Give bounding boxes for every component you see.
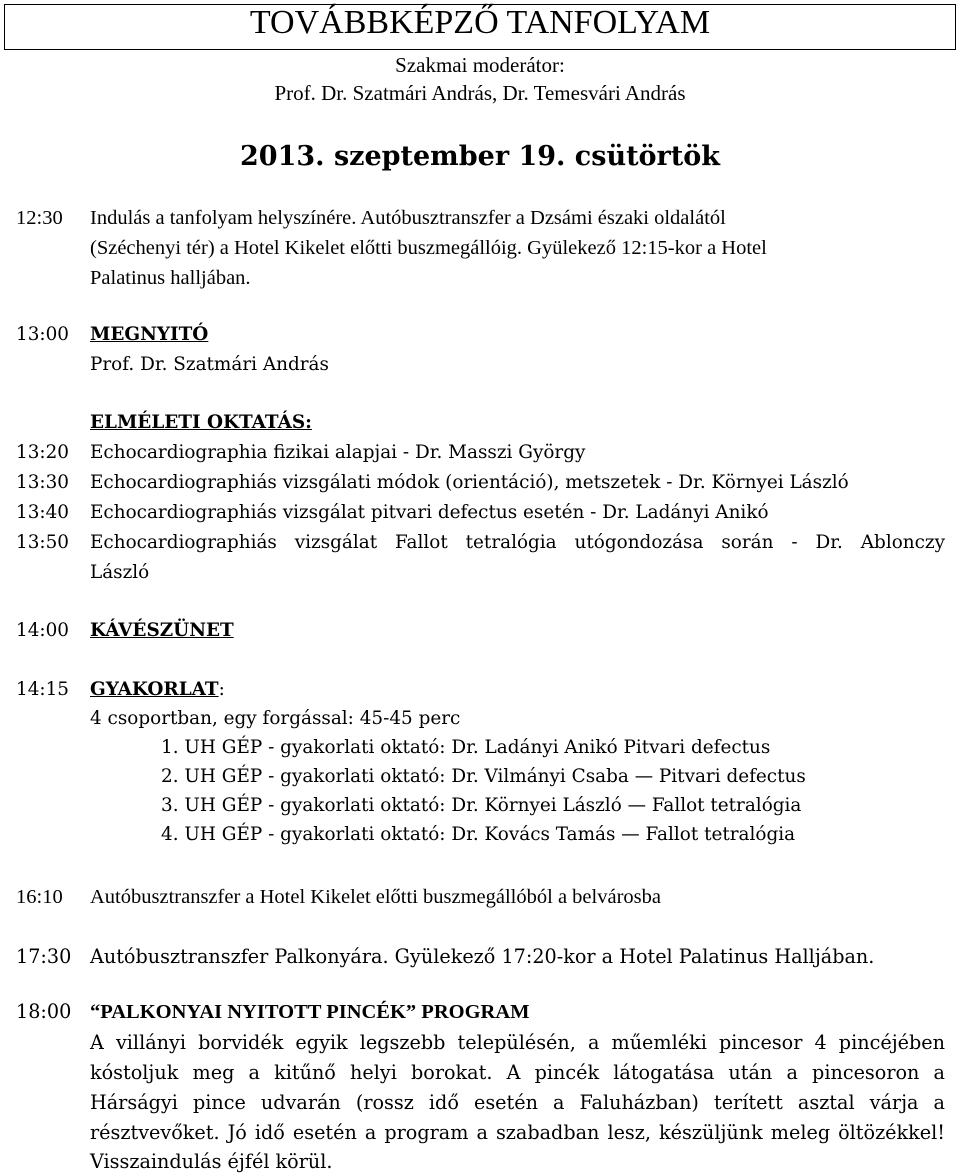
moderator-names: Prof. Dr. Szatmári András, Dr. Temesvári András bbox=[274, 81, 686, 105]
time-departure: 12:30 bbox=[16, 207, 63, 229]
time-theory-3: 13:40 bbox=[16, 502, 69, 523]
theory-item-4-continuation: László bbox=[90, 562, 150, 583]
departure-line-2: (Széchenyi tér) a Hotel Kikelet előtti buszmegállóig. Gyülekező 12:15-kor a Hotel bbox=[90, 237, 767, 259]
time-practice: 14:15 bbox=[16, 679, 69, 700]
departure-line-3: Palatinus halljában. bbox=[90, 267, 251, 289]
time-theory-4: 13:50 bbox=[16, 532, 69, 553]
practice-title: GYAKORLAT bbox=[90, 679, 219, 700]
practice-station-1: 1. UH GÉP - gyakorlati oktató: Dr. Ladányi Anikó Pitvari defectus bbox=[161, 737, 771, 758]
practice-station-2: 2. UH GÉP - gyakorlati oktató: Dr. Vilmányi Csaba — Pitvari defectus bbox=[161, 766, 806, 787]
wine-program-last-line: Visszaindulás éjfél körül. bbox=[90, 1150, 333, 1173]
practice-station-4: 4. UH GÉP - gyakorlati oktató: Dr. Kovács Tamás — Fallot tetralógia bbox=[161, 824, 796, 845]
theory-item-3: Echocardiographiás vizsgálat pitvari defectus esetén - Dr. Ladányi Anikó bbox=[90, 502, 769, 523]
practice-station-3: 3. UH GÉP - gyakorlati oktató: Dr. Környei László — Fallot tetralógia bbox=[161, 795, 802, 816]
moderator-label: Szakmai moderátor: bbox=[395, 53, 565, 77]
theory-item-4: Echocardiographiás vizsgálat Fallot tetralógia utógondozása során - Dr. Ablonczy bbox=[90, 532, 945, 553]
departure-line-1: Indulás a tanfolyam helyszínére. Autóbusztranszfer a Dzsámi északi oldalától bbox=[90, 207, 726, 229]
practice-title-colon: : bbox=[218, 679, 225, 700]
wine-program-line-2: kóstoljuk meg a kitűnő helyi borokat. A pincék látogatása után a pincesoron a bbox=[90, 1061, 945, 1084]
transfer-city-text: Autóbusztranszfer a Hotel Kikelet előtti buszmegállóból a belvárosba bbox=[90, 886, 661, 908]
transfer-palkonya-text: Autóbusztranszfer Palkonyára. Gyülekező 17:20-kor a Hotel Palatinus Halljában. bbox=[90, 945, 875, 968]
time-transfer-city: 16:10 bbox=[16, 886, 63, 908]
page-title: TOVÁBBKÉPZŐ TANFOLYAM bbox=[249, 4, 711, 41]
time-wine-program: 18:00 bbox=[16, 1000, 72, 1023]
theory-item-1: Echocardiographia fizikai alapjai - Dr. Masszi György bbox=[90, 442, 586, 463]
theory-heading: ELMÉLETI OKTATÁS: bbox=[90, 412, 312, 433]
practice-groups-intro: 4 csoportban, egy forgással: 45-45 perc bbox=[90, 708, 461, 729]
time-opening: 13:00 bbox=[16, 324, 69, 345]
theory-item-2: Echocardiographiás vizsgálati módok (orientáció), metszetek - Dr. Környei László bbox=[90, 472, 849, 493]
opening-title: MEGNYITÓ bbox=[90, 324, 209, 345]
practice-heading bbox=[90, 677, 225, 703]
wine-program-title: “PALKONYAI NYITOTT PINCÉK” PROGRAM bbox=[90, 1001, 530, 1023]
time-theory-1: 13:20 bbox=[16, 442, 69, 463]
time-coffee: 14:00 bbox=[16, 620, 69, 641]
wine-program-line-1: A villányi borvidék egyik legszebb településén, a műemléki pincesor 4 pincéjében bbox=[90, 1031, 945, 1054]
coffee-break-title: KÁVÉSZÜNET bbox=[90, 620, 234, 641]
opening-speaker: Prof. Dr. Szatmári András bbox=[90, 354, 329, 375]
wine-program-line-4: résztvevőket. Jó idő esetén a program a szabadban lesz, készüljünk meleg öltözékkel! bbox=[90, 1121, 945, 1144]
time-transfer-palkonya: 17:30 bbox=[16, 945, 72, 968]
wine-program-line-3: Hárságyi pince udvarán (rossz idő esetén a Faluházban) terített asztal várja a bbox=[90, 1091, 945, 1114]
event-date: 2013. szeptember 19. csütörtök bbox=[240, 141, 720, 172]
time-theory-2: 13:30 bbox=[16, 472, 69, 493]
